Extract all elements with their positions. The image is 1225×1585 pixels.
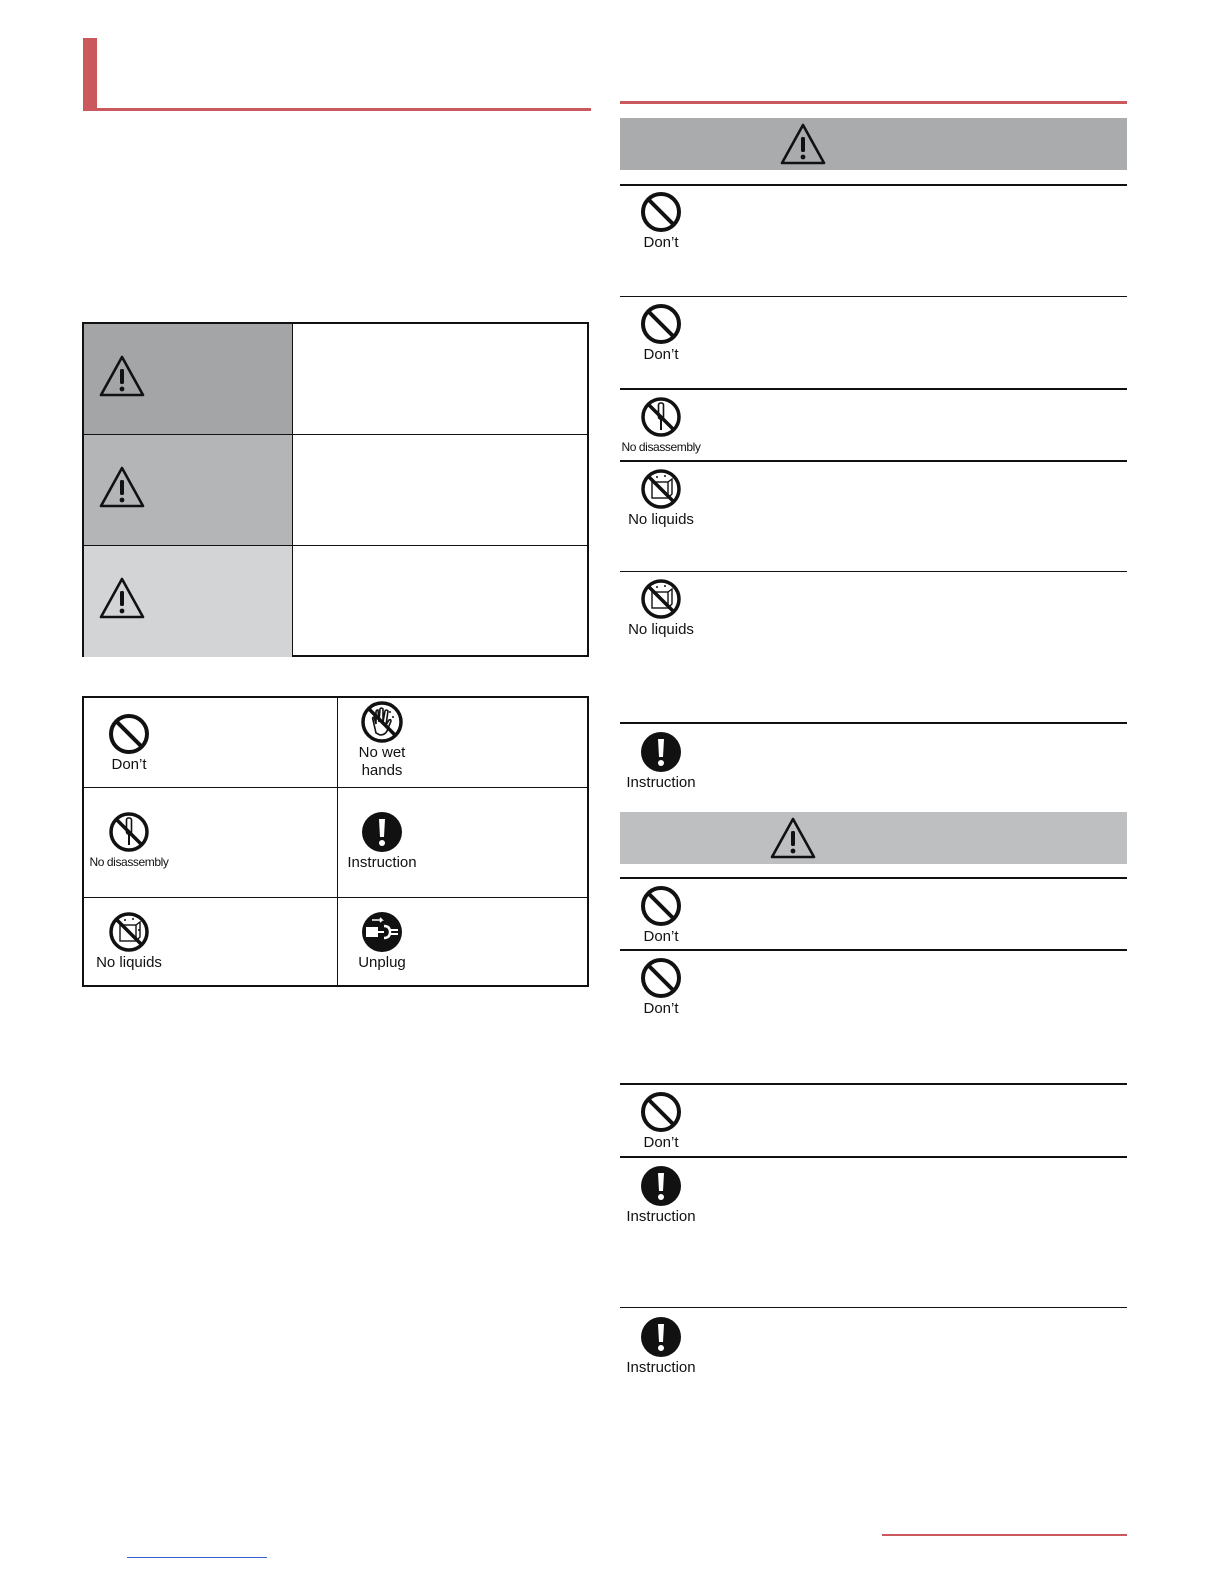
symbol-dont: [79, 712, 179, 774]
right-item-instruction-2: [616, 1164, 706, 1226]
unplug-icon: [360, 910, 404, 954]
prohibition-icon: [639, 190, 683, 234]
right-item-label: No liquids: [628, 621, 694, 638]
no-liquids-icon: [107, 910, 151, 954]
hazard-levels-table: [82, 322, 589, 657]
warning-triangle-icon: [99, 465, 145, 509]
section-title-underline: [83, 108, 591, 111]
symbol-label: hands: [361, 762, 403, 779]
right-item-label: Don’t: [643, 1134, 679, 1151]
prohibition-icon: [639, 884, 683, 928]
right-item-label: Don’t: [643, 234, 679, 251]
right-column-top-rule: [620, 101, 1127, 104]
symbol-label: Unplug: [358, 954, 406, 971]
no-liquids-icon: [639, 577, 683, 621]
right-item-instruction-1: [616, 730, 706, 792]
right-item-label: No disassembly: [621, 440, 701, 454]
section-title-bar: [83, 38, 97, 110]
symbol-label: No wet: [358, 744, 406, 761]
symbol-label: No liquids: [96, 954, 162, 971]
right-item-label: Don’t: [643, 346, 679, 363]
instruction-icon: [639, 730, 683, 774]
right-item-label: Don’t: [643, 1000, 679, 1017]
no-disassembly-icon: [107, 810, 151, 854]
symbols-table: [82, 696, 589, 987]
level-row-danger: [84, 324, 587, 435]
level-cell-warning: [84, 435, 293, 545]
right-item-instruction-3: [616, 1315, 706, 1377]
right-item-dont-2: [616, 302, 706, 364]
footer-rule: [882, 1534, 1127, 1536]
symbol-label: No disassembly: [89, 855, 169, 869]
prohibition-icon: [107, 712, 151, 756]
symbol-no-disassembly: [79, 810, 179, 870]
warning-header-band: [620, 812, 1127, 864]
right-item-label: Instruction: [626, 1208, 696, 1225]
symbol-no-liquids: [79, 910, 179, 972]
right-item-label: Instruction: [626, 1359, 696, 1376]
right-item-label: Instruction: [626, 774, 696, 791]
danger-header-band: [620, 118, 1127, 170]
right-item-no-disassembly: [616, 395, 706, 455]
right-item-dont-3: [616, 884, 706, 946]
footer-link-underline[interactable]: [127, 1557, 267, 1558]
level-cell-caution: [84, 546, 293, 657]
warning-triangle-icon: [99, 354, 145, 398]
prohibition-icon: [639, 302, 683, 346]
warning-triangle-icon: [770, 816, 816, 860]
symbol-instruction: [332, 810, 432, 872]
no-liquids-icon: [639, 467, 683, 511]
prohibition-icon: [639, 1090, 683, 1134]
right-item-no-liquids-1: [616, 467, 706, 529]
right-item-dont-1: [616, 190, 706, 252]
instruction-icon: [639, 1164, 683, 1208]
warning-triangle-icon: [99, 576, 145, 620]
right-item-label: No liquids: [628, 511, 694, 528]
instruction-icon: [360, 810, 404, 854]
right-item-label: Don’t: [643, 928, 679, 945]
symbol-no-wet-hands: [332, 700, 432, 780]
level-row-caution: [84, 546, 587, 657]
prohibition-icon: [639, 956, 683, 1000]
symbol-label: Instruction: [347, 854, 417, 871]
right-item-dont-5: [616, 1090, 706, 1152]
symbol-unplug: [332, 910, 432, 972]
warning-triangle-icon: [780, 122, 826, 166]
right-item-no-liquids-2: [616, 577, 706, 639]
instruction-icon: [639, 1315, 683, 1359]
level-row-warning: [84, 435, 587, 546]
level-cell-danger: [84, 324, 293, 434]
right-item-dont-4: [616, 956, 706, 1018]
symbol-label: Don’t: [111, 756, 147, 773]
no-disassembly-icon: [639, 395, 683, 439]
no-wet-hands-icon: [360, 700, 404, 744]
